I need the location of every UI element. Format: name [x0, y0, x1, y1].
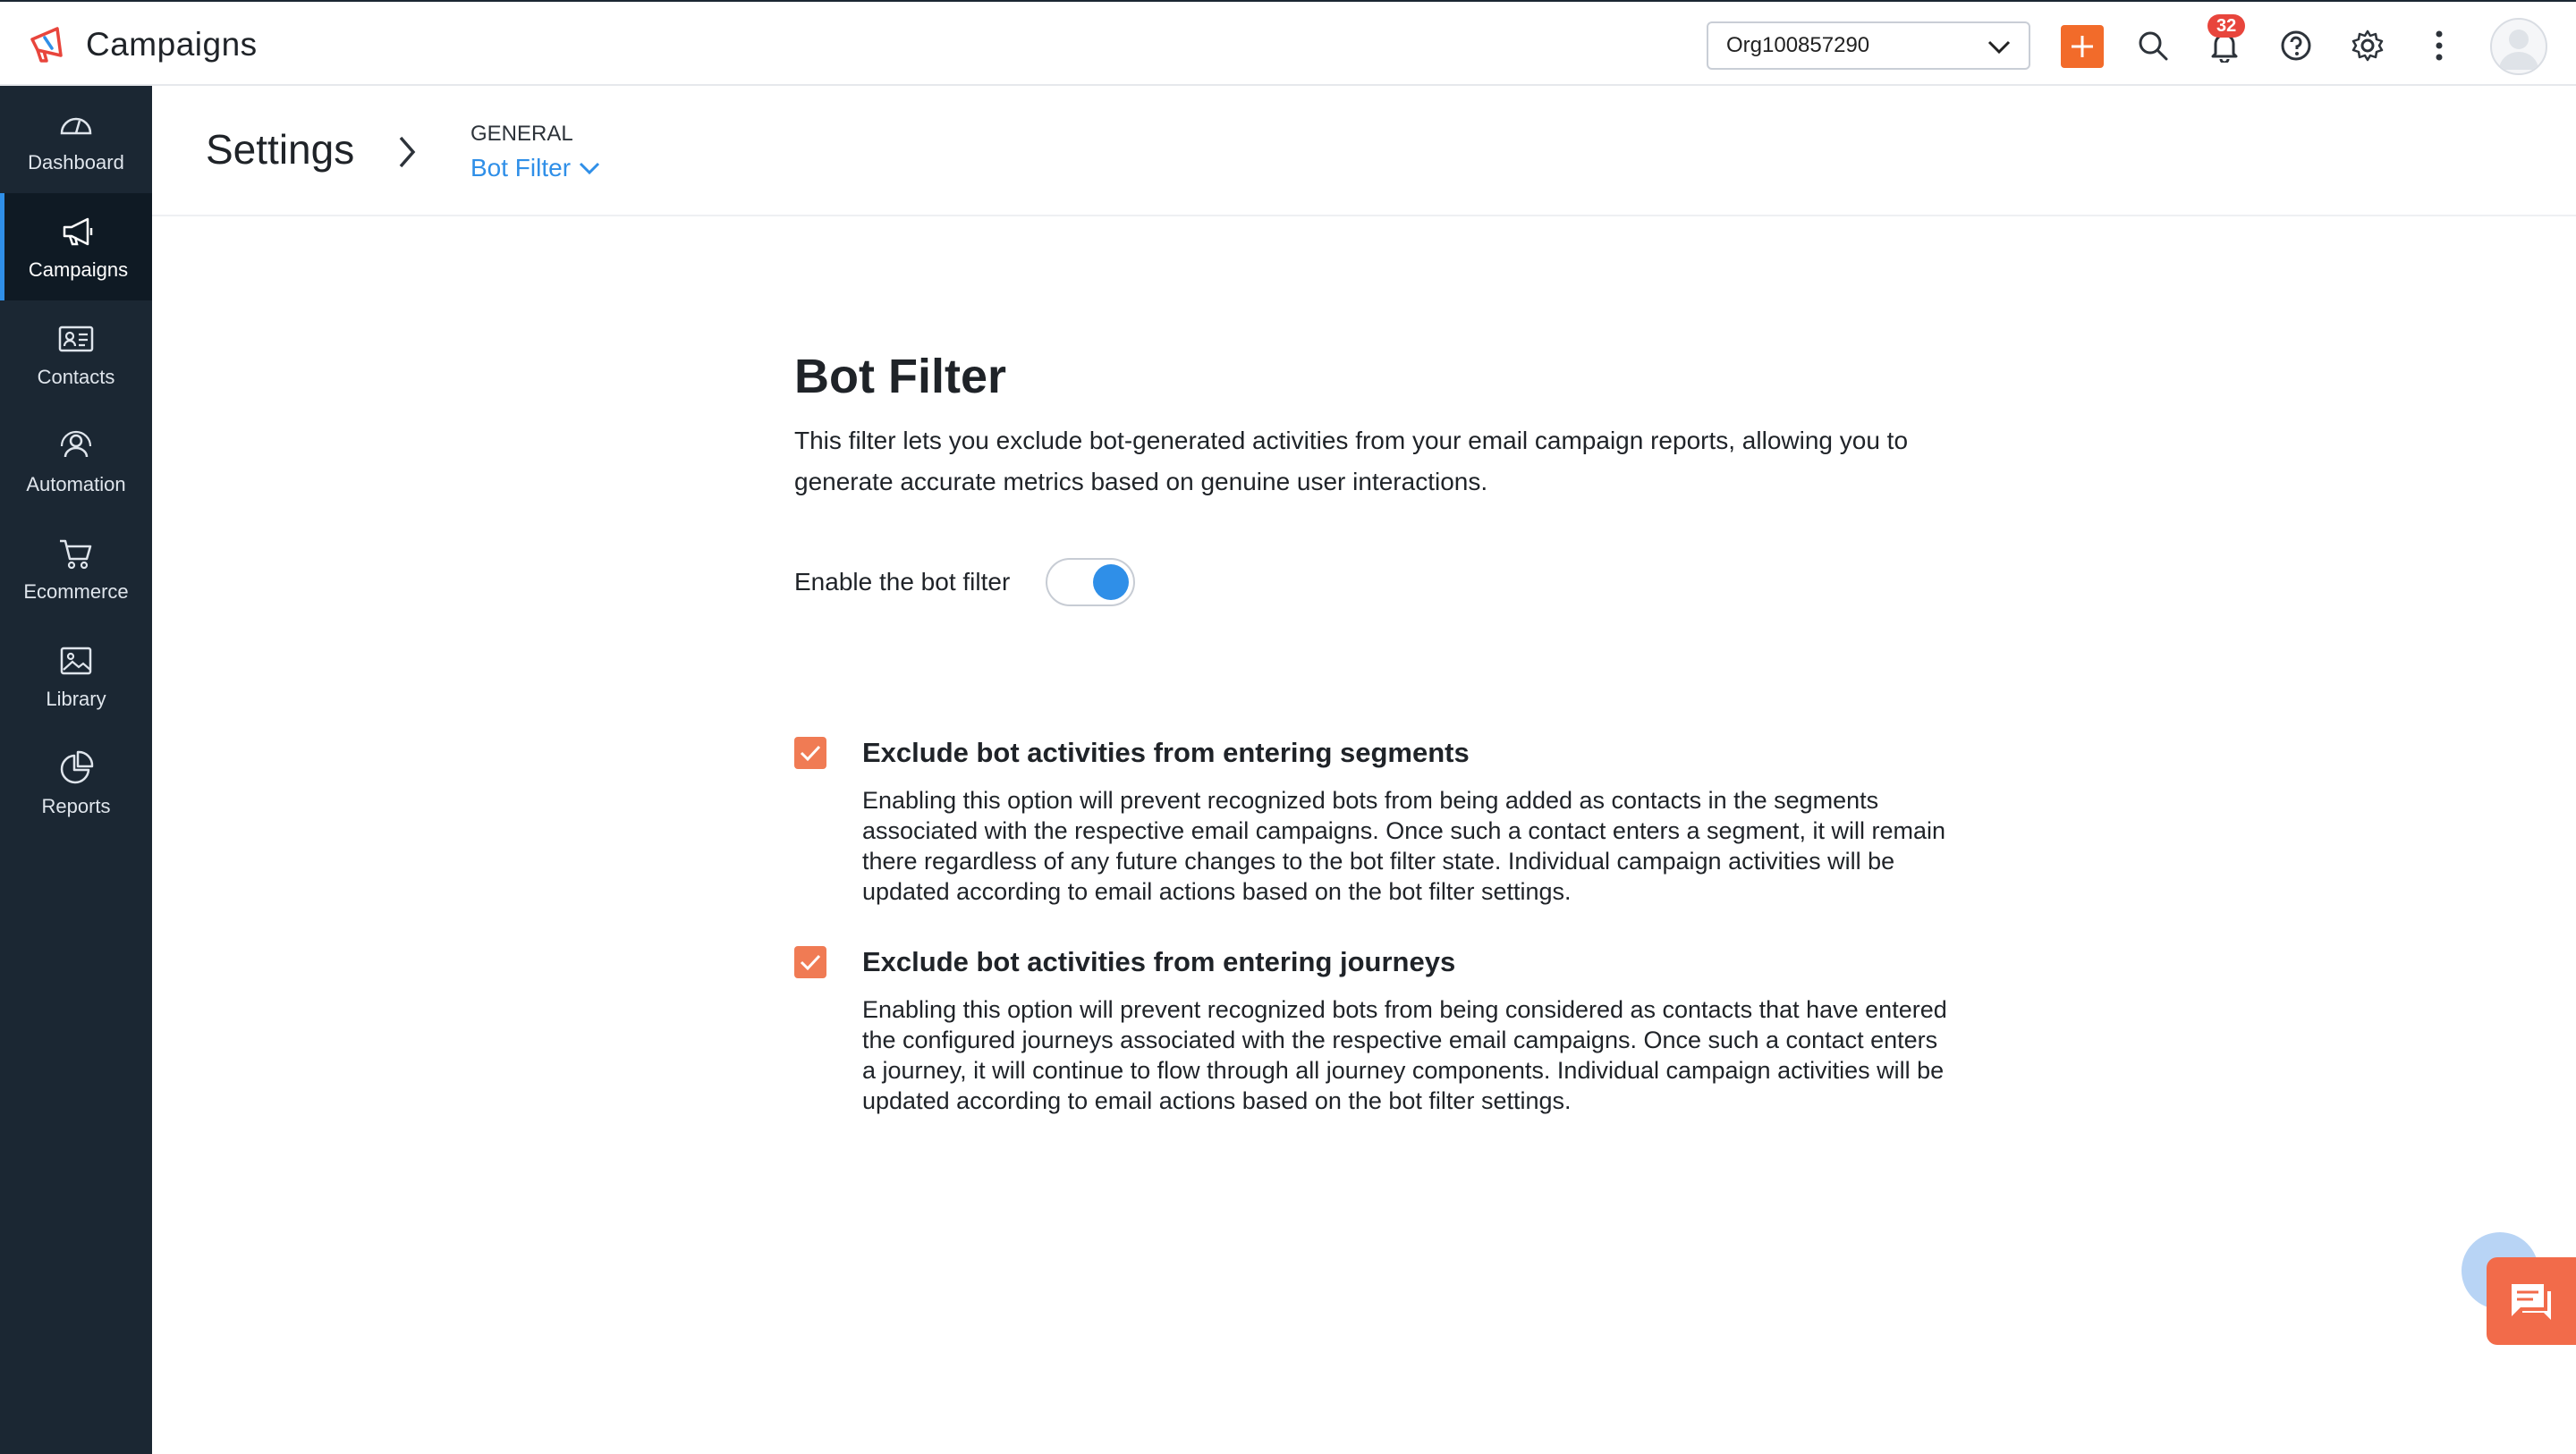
option-description: Enabling this option will prevent recognized bots from being considered as contacts that have entered the configured journeys associated with the respective email campaigns. Once such a contact enters a journey, it will continue to flow through all journey components. Individual campaign activities will be updated according to email actions based on the bot filter settings. — [862, 996, 1947, 1114]
sidebar-item-ecommerce[interactable] — [0, 515, 152, 622]
more-vertical-icon — [2435, 30, 2444, 62]
campaigns-logo-icon — [25, 21, 72, 68]
sidebar-item-library[interactable] — [0, 622, 152, 730]
chat-icon — [2508, 1281, 2555, 1322]
help-icon — [2280, 30, 2312, 62]
pie-chart-icon — [56, 748, 96, 788]
org-selector[interactable] — [1707, 21, 2030, 70]
sidebar-item-label: Library — [46, 688, 106, 710]
user-avatar-icon — [2492, 20, 2546, 73]
automation-icon — [56, 427, 96, 466]
create-button[interactable] — [2061, 25, 2104, 68]
option-title: Exclude bot activities from entering segments — [862, 737, 1470, 768]
settings-button[interactable] — [2349, 27, 2386, 64]
sidebar-item-dashboard[interactable] — [0, 86, 152, 193]
search-button[interactable] — [2134, 27, 2172, 64]
chevron-down-icon — [1986, 36, 2012, 57]
sidebar-item-reports[interactable] — [0, 730, 152, 837]
sidebar-item-label: Reports — [41, 795, 111, 817]
page-title[interactable]: Settings — [206, 126, 355, 173]
help-button[interactable] — [2277, 27, 2315, 64]
option-title: Exclude bot activities from entering journeys — [862, 946, 1456, 977]
breadcrumb — [152, 86, 2576, 216]
contacts-card-icon — [56, 319, 96, 359]
section-heading: Bot Filter — [794, 350, 1006, 403]
org-name: Org100857290 — [1726, 33, 1870, 57]
sidebar — [0, 86, 152, 1454]
app-title: Campaigns — [86, 26, 258, 63]
toggle-knob — [1093, 564, 1129, 600]
sidebar-item-label: Contacts — [37, 366, 115, 388]
chat-button[interactable] — [2487, 1257, 2576, 1345]
check-icon — [799, 952, 822, 972]
check-icon — [799, 743, 822, 763]
breadcrumb-current-label: Bot Filter — [470, 154, 572, 182]
notification-badge: 32 — [2207, 14, 2245, 38]
dashboard-icon — [56, 105, 96, 144]
more-options-button[interactable] — [2420, 27, 2458, 64]
sidebar-item-campaigns[interactable] — [0, 193, 152, 300]
sidebar-item-label: Automation — [26, 473, 126, 495]
sidebar-item-label: Dashboard — [28, 151, 124, 173]
option-description: Enabling this option will prevent recognized bots from being added as contacts in the segments associated with the respective email campaigns. Once such a contact enters a segment, it will remain there regardless of any future changes to the bot filter state. Individual campaign activities will be updated according to email actions based on the bot filter settings. — [862, 787, 1946, 905]
toggle-label: Enable the bot filter — [794, 568, 1011, 596]
journeys-checkbox[interactable] — [794, 946, 826, 978]
bot-filter-toggle[interactable] — [1046, 558, 1135, 606]
option-segments — [794, 737, 1957, 907]
plus-icon — [2069, 33, 2096, 60]
brand[interactable] — [25, 21, 258, 68]
avatar[interactable] — [2490, 18, 2547, 75]
image-library-icon — [56, 641, 96, 681]
segments-checkbox[interactable] — [794, 737, 826, 769]
gear-icon — [2351, 29, 2385, 63]
sidebar-item-label: Campaigns — [28, 258, 129, 281]
chevron-right-icon — [394, 132, 420, 172]
sidebar-item-automation[interactable] — [0, 408, 152, 515]
megaphone-icon — [59, 212, 98, 251]
breadcrumb-current-dropdown[interactable] — [470, 154, 601, 182]
section-description: This filter lets you exclude bot-generated activities from your email campaign reports, allowing you to generate accurate metrics based on genuine user interactions. — [794, 427, 1909, 495]
bot-filter-toggle-row — [794, 558, 1135, 606]
top-bar — [0, 0, 2576, 86]
breadcrumb-section: GENERAL — [470, 122, 573, 146]
bot-filter-panel — [794, 349, 1957, 1114]
cart-icon — [56, 534, 96, 573]
search-icon — [2137, 30, 2169, 62]
sidebar-item-label: Ecommerce — [23, 580, 129, 603]
option-journeys — [794, 946, 1957, 1116]
sidebar-item-contacts[interactable] — [0, 300, 152, 408]
chevron-down-icon — [578, 160, 601, 176]
